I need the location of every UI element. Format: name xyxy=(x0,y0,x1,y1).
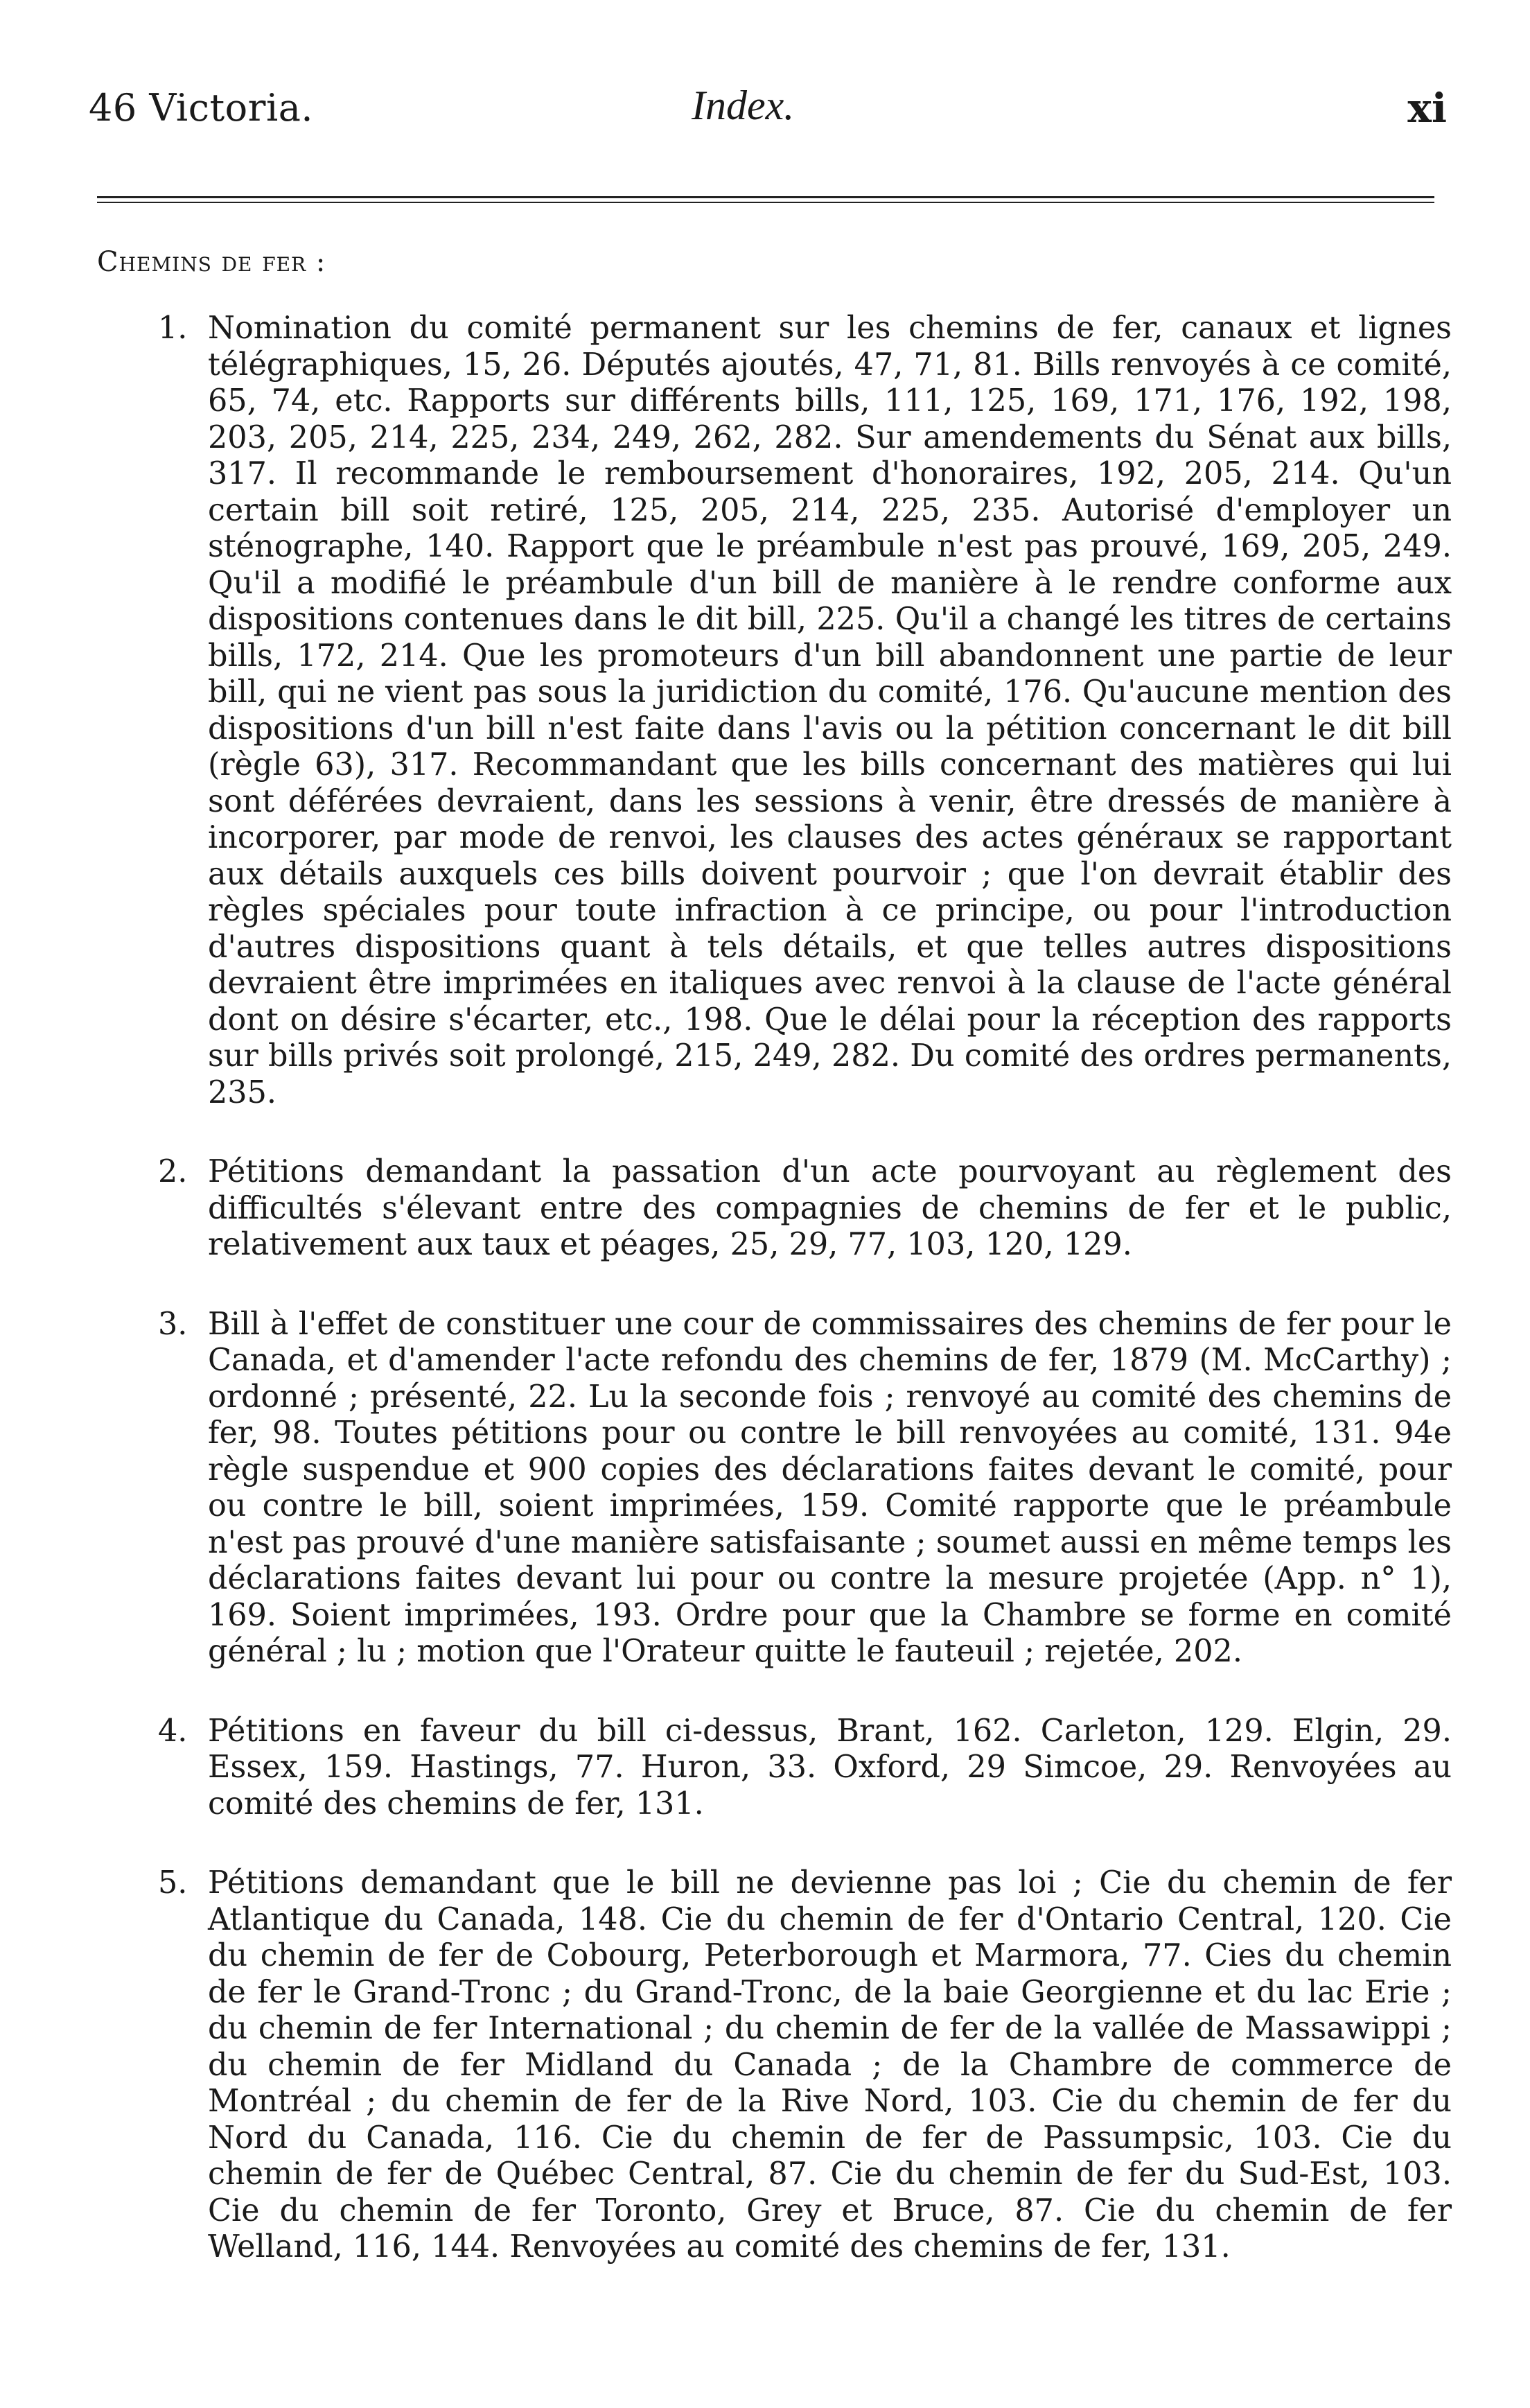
entry-text: Bill à l'effet de constituer une cour de commissaires des chemins de fer pour le Canada, et d'amender l'acte refondu des chemins de fer, 1879 (M. McCarthy) ; ordonné ; présenté, 22. Lu la seconde fois ; renvoyé au comité des chemins de fer, 98. Toutes pétitions pour ou contre le bill renvoyées au comité, 131. 94e règle suspendue et 900 copies des déclarations faites devant le comité, pour ou contre le bill, soient imprimées, 159. Comité rapporte que le préambule n'est pas prouvé d'une manière satisfaisante ; soumet aussi en même temps les déclarations faites devant lui pour ou contre la mesure projetée (App. n° 1), 169. Soient imprimées, 193. Ordre pour que la Chambre se forme en comité général ; lu ; motion que l'Orateur quitte le fauteuil ; rejetée, 202. xyxy=(208,1306,1452,1669)
entry-number: 2. xyxy=(158,1154,188,1189)
entry-text: Pétitions demandant la passation d'un acte pourvoyant au règlement des difficultés s'élevant entre des compagnies de chemins de fer et le public, relativement aux taux et péages, 25, 29, 77, 103, 120, 129. xyxy=(208,1154,1452,1262)
entry-text: Nomination du comité permanent sur les chemins de fer, canaux et lignes télégraphiques, 15, 26. Députés ajoutés, 47, 71, 81. Bills renvoyés à ce comité, 65, 74, etc. Rapports sur différents bills, 111, 125, 169, 171, 176, 192, 198, 203, 205, 214, 225, 234, 249, 262, 282. Sur amendements du Sénat aux bills, 317. Il recommande le remboursement d'honoraires, 192, 205, 214. Qu'un certain bill soit retiré, 125, 205, 214, 225, 235. Autorisé d'employer un sténographe, 140. Rapport que le préambule n'est pas prouvé, 169, 205, 249. Qu'il a modifié le préambule d'un bill de manière à le rendre conforme aux dispositions contenues dans le dit bill, 225. Qu'il a changé les titres de certains bills, 172, 214. Que les promoteurs d'un bill abandonnent une partie de leur bill, qui ne vient pas sous la juridiction du comité, 176. Qu'aucune mention des dispositions d'un bill n'est faite dans l'avis ou la pétition concernant le dit bill (règle 63), 317. Recommandant que les bills concernant des matières qui lui sont déférées devraient, dans les sessions à venir, être dressés de manière à incorporer, par mode de renvoi, les clauses des actes généraux se rapportant aux détails auxquels ces bills doivent pourvoir ; que l'on devrait établir des règles spéciales pour toute infraction à ce principe, ou pour l'introduction d'autres dispositions quant à tels détails, et que telles autres dispositions devraient être imprimées en italiques avec renvoi à la clause de l'acte général dont on désire s'écarter, etc., 198. Que le délai pour la réception des rapports sur bills privés soit prolongé, 215, 249, 282. Du comité des ordres permanents, 235. xyxy=(208,311,1452,1110)
index-entry xyxy=(158,311,1452,1111)
section-title: Chemins de fer : xyxy=(97,246,326,278)
header-session: 46 Victoria. xyxy=(89,86,314,130)
header-rule-secondary xyxy=(97,202,1434,203)
index-entry xyxy=(158,1865,1452,2266)
page-header xyxy=(89,82,1447,144)
index-entry xyxy=(158,1713,1452,1823)
index-entry xyxy=(158,1154,1452,1264)
entry-number: 3. xyxy=(158,1306,188,1342)
index-entry xyxy=(158,1306,1452,1670)
page-number: xi xyxy=(1407,85,1447,132)
entry-text: Pétitions en faveur du bill ci-dessus, Brant, 162. Carleton, 129. Elgin, 29. Essex, 159. Hastings, 77. Huron, 33. Oxford, 29 Simcoe, 29. Renvoyées au comité des chemins de fer, 131. xyxy=(208,1713,1452,1822)
index-entries xyxy=(158,311,1452,2266)
header-title: Index. xyxy=(692,82,795,128)
entry-number: 4. xyxy=(158,1713,188,1749)
entry-text: Pétitions demandant que le bill ne devienne pas loi ; Cie du chemin de fer Atlantique du Canada, 148. Cie du chemin de fer d'Ontario Central, 120. Cie du chemin de fer de Cobourg, Peterborough et Marmora, 77. Cies du chemin de fer le Grand-Tronc ; du Grand-Tronc, de la baie Georgienne et du lac Erie ; du chemin de fer International ; du chemin de fer de la vallée de Massawippi ; du chemin de fer Midland du Canada ; de la Chambre de commerce de Montréal ; du chemin de fer de la Rive Nord, 103. Cie du chemin de fer du Nord du Canada, 116. Cie du chemin de fer de Passumpsic, 103. Cie du chemin de fer de Québec Central, 87. Cie du chemin de fer du Sud-Est, 103. Cie du chemin de fer Toronto, Grey et Bruce, 87. Cie du chemin de fer Welland, 116, 144. Renvoyées au comité des chemins de fer, 131. xyxy=(208,1865,1452,2265)
entry-number: 1. xyxy=(158,311,188,346)
header-rule xyxy=(97,196,1434,198)
entry-number: 5. xyxy=(158,1865,188,1901)
